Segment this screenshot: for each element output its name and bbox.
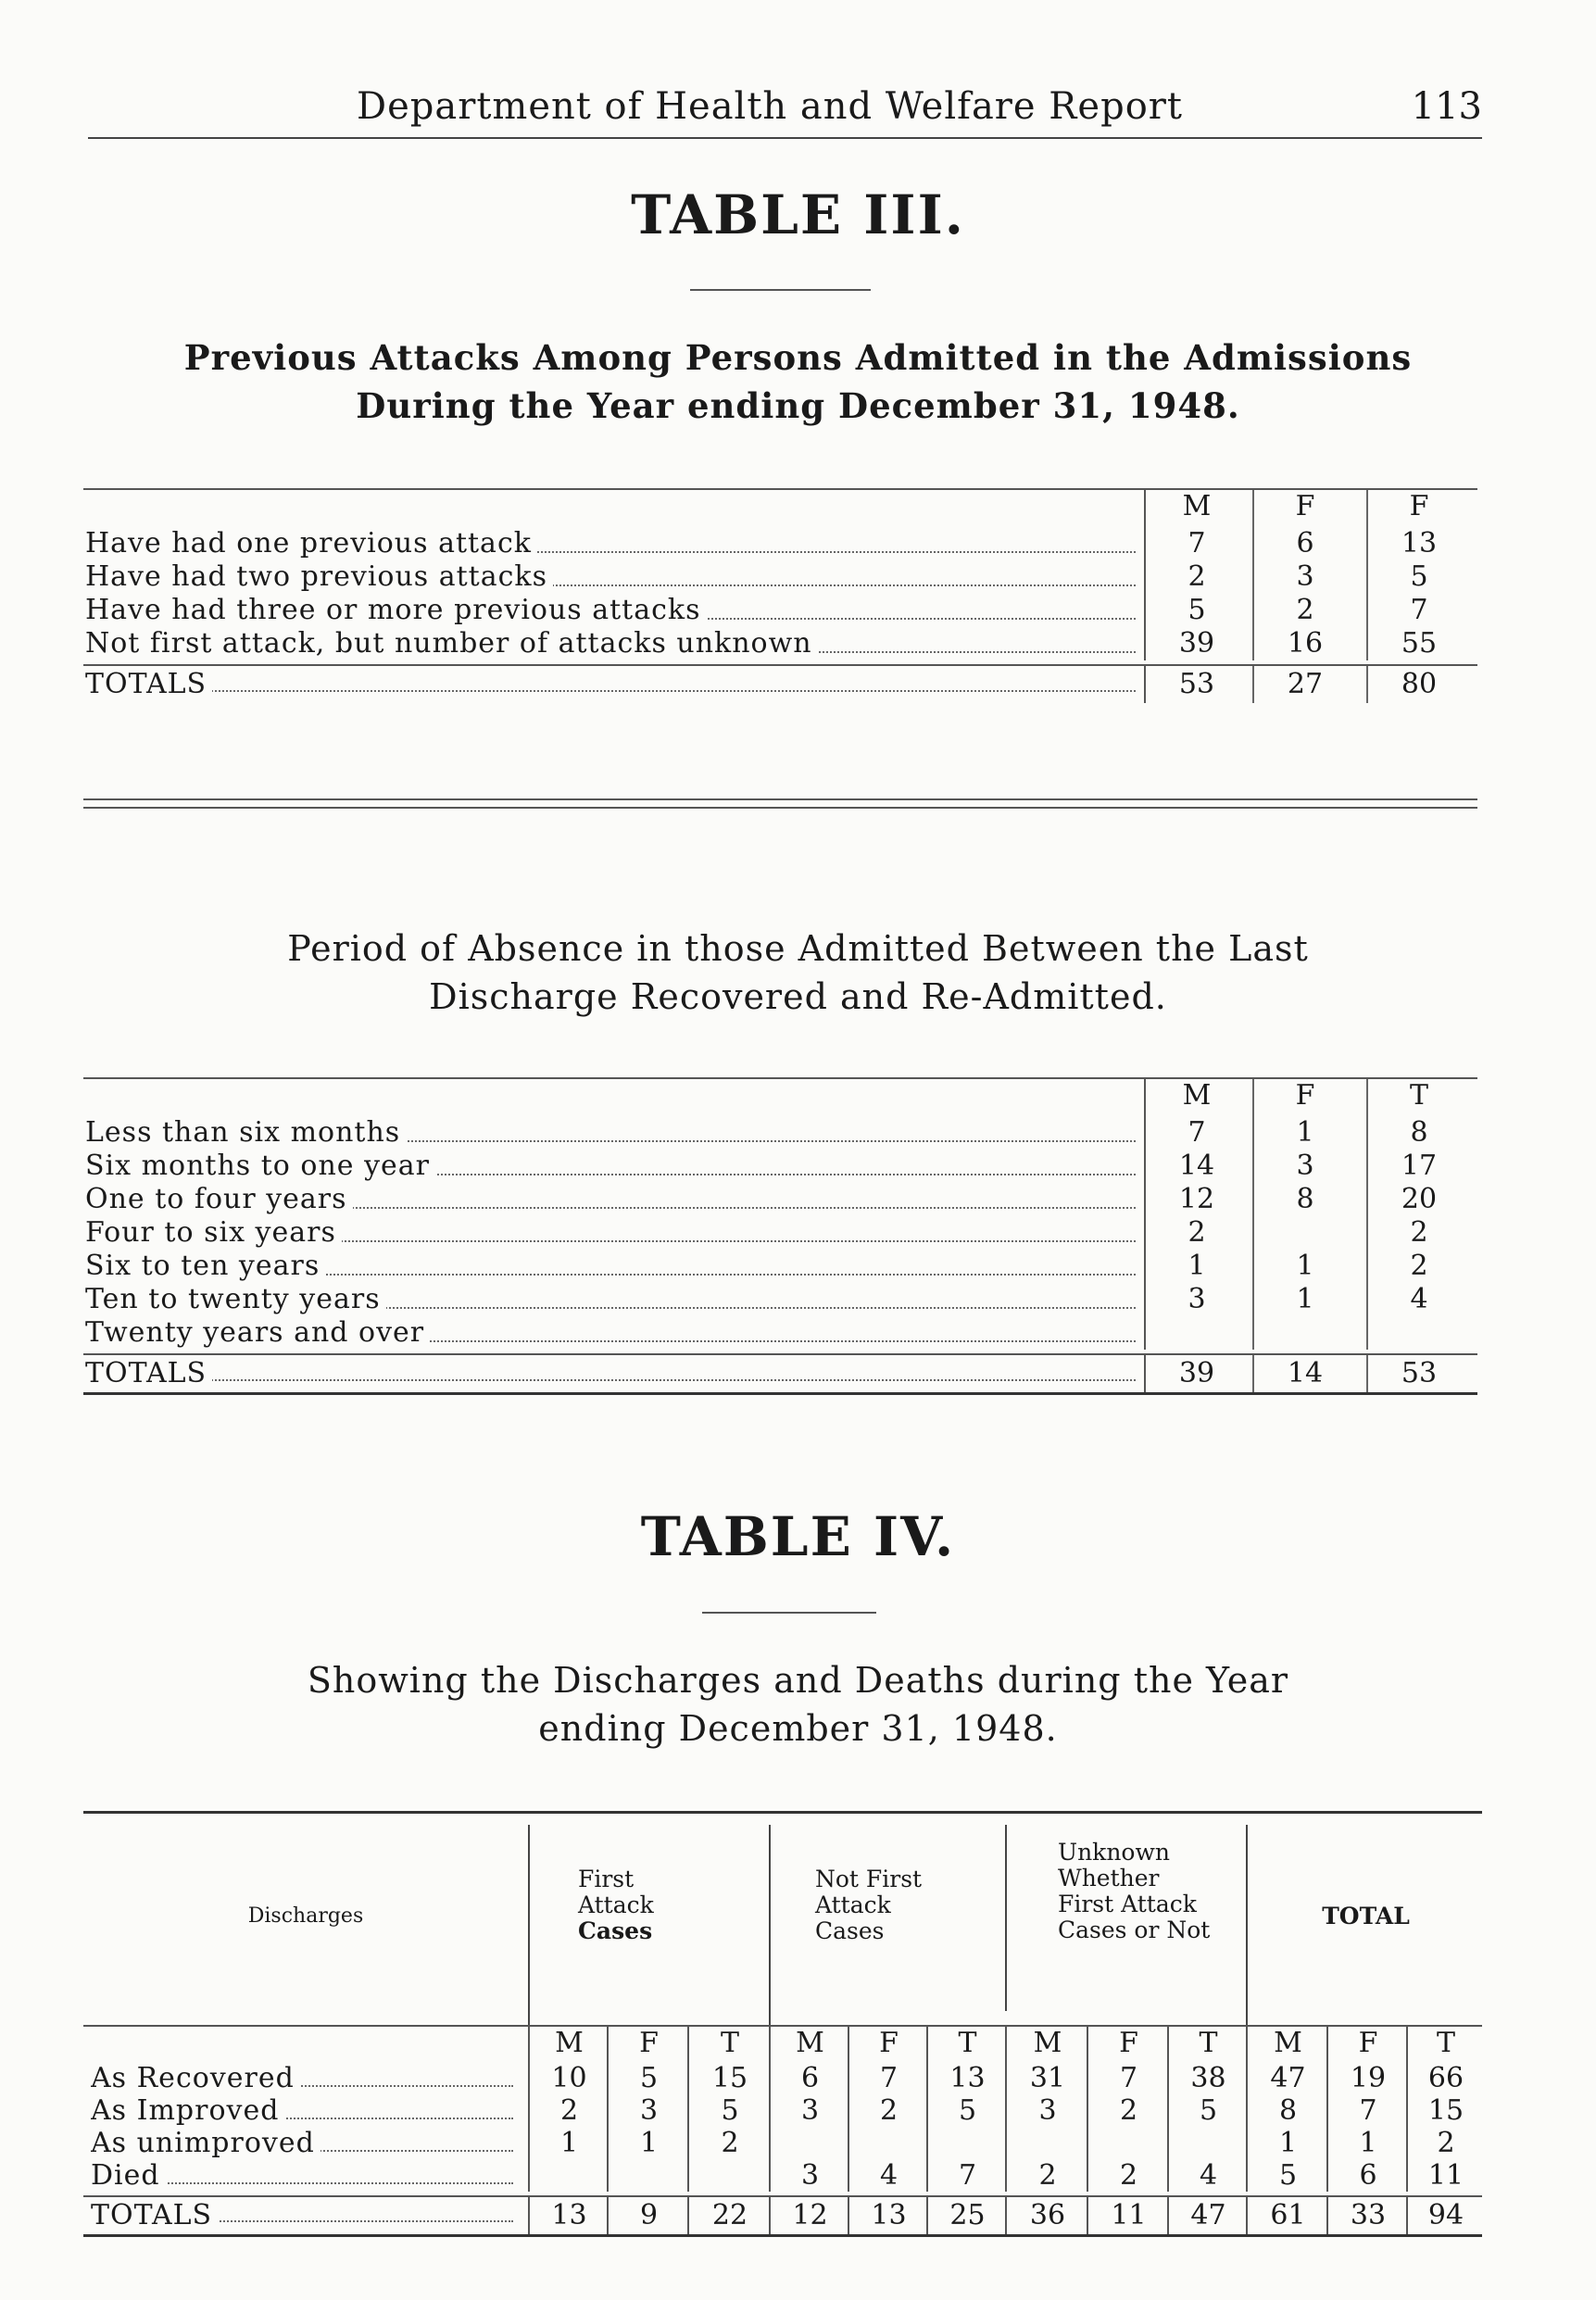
table-row [83, 2062, 1482, 2094]
group-not-first-attack: Not First Attack Cases [769, 1825, 1045, 2038]
table-cell: 3 [607, 2094, 689, 2127]
group-total: TOTAL [1246, 1825, 1484, 2075]
cell-m: 7 [1144, 1116, 1248, 1150]
cell-f: 3 [1252, 560, 1356, 594]
cell-f: 3 [1252, 1150, 1356, 1183]
cell-m: 14 [1144, 1150, 1248, 1183]
total-cell: 47 [1167, 2197, 1248, 2234]
row-label: As unimproved [91, 2127, 517, 2159]
table-row [83, 1283, 1477, 1316]
totals-row [83, 1353, 1477, 1395]
table-cell [687, 2159, 771, 2192]
cell-t: 55 [1366, 627, 1470, 660]
cell-t: 17 [1366, 1150, 1470, 1183]
absence-period-table [83, 1077, 1477, 1395]
table-cell: 5 [607, 2062, 689, 2094]
table-cell: 5 [1246, 2159, 1328, 2192]
table-row [83, 2094, 1482, 2127]
running-header [88, 85, 1482, 139]
table-row [83, 1150, 1477, 1183]
table-cell [528, 2159, 609, 2192]
cell-t: 2 [1366, 1216, 1470, 1250]
table-cell: 66 [1406, 2062, 1484, 2094]
table-cell: 2 [1005, 2159, 1088, 2192]
table-row [83, 527, 1477, 560]
row-label: Less than six months [85, 1116, 1141, 1150]
discharges-deaths-table [83, 1811, 1482, 2231]
row-label: Six to ten years [85, 1250, 1141, 1283]
table-row [83, 1116, 1477, 1150]
table-cell: 1 [607, 2127, 689, 2159]
table-cell: 11 [1406, 2159, 1484, 2192]
col-header: F [1087, 2027, 1169, 2062]
table-cell: 3 [1005, 2094, 1088, 2127]
row-label: Have had one previous attack [85, 527, 1141, 560]
table-cell: 7 [1087, 2062, 1169, 2094]
subheader-row [83, 2027, 1482, 2062]
total-cell: 36 [1005, 2197, 1088, 2234]
table-row [83, 2159, 1482, 2192]
cell-t: 8 [1366, 1116, 1470, 1150]
page-number: 113 [1411, 85, 1482, 128]
cell-t [1366, 1316, 1470, 1350]
total-cell: 13 [528, 2197, 609, 2234]
table-header-row [83, 490, 1477, 527]
col-header: T [1406, 2027, 1484, 2062]
table-row [83, 1250, 1477, 1283]
cell-t: 4 [1366, 1283, 1470, 1316]
col-header: F [848, 2027, 928, 2062]
table-cell [926, 2127, 1007, 2159]
row-label: Six months to one year [85, 1150, 1141, 1183]
table-cell: 5 [1167, 2094, 1248, 2127]
row-label: Died [91, 2159, 517, 2192]
table-cell: 2 [848, 2094, 928, 2127]
cell-m: 7 [1144, 527, 1248, 560]
group-first-attack: First Attack Cases [528, 1825, 817, 2038]
row-label: TOTALS [85, 666, 1141, 703]
row-label: Twenty years and over [85, 1316, 1141, 1350]
table-cell: 3 [769, 2094, 849, 2127]
table-cell: 1 [1246, 2127, 1328, 2159]
cell-t: 7 [1366, 594, 1470, 627]
total-t: 80 [1366, 666, 1470, 703]
row-label: One to four years [85, 1183, 1141, 1216]
col-header: F [1252, 490, 1356, 527]
caption-line: ending December 31, 1948. [538, 1708, 1058, 1749]
table-cell: 5 [926, 2094, 1007, 2127]
table-cell [607, 2159, 689, 2192]
total-m: 53 [1144, 666, 1248, 703]
cell-t: 5 [1366, 560, 1470, 594]
col-header: M [769, 2027, 849, 2062]
total-cell: 13 [848, 2197, 928, 2234]
table-cell: 38 [1167, 2062, 1248, 2094]
col-header: T [926, 2027, 1007, 2062]
total-cell: 9 [607, 2197, 689, 2234]
cell-m: 39 [1144, 627, 1248, 660]
table-cell [1167, 2127, 1248, 2159]
cell-f [1252, 1316, 1356, 1350]
table-cell: 1 [1326, 2127, 1408, 2159]
table-cell: 47 [1246, 2062, 1328, 2094]
table-cell: 3 [769, 2159, 849, 2192]
cell-m: 1 [1144, 1250, 1248, 1283]
cell-t: 2 [1366, 1250, 1470, 1283]
col-header: M [528, 2027, 609, 2062]
row-label: Have had three or more previous attacks [85, 594, 1141, 627]
cell-m: 2 [1144, 560, 1248, 594]
divider [690, 289, 871, 291]
table-cell: 5 [687, 2094, 771, 2127]
cell-t: 13 [1366, 527, 1470, 560]
table-cell: 13 [926, 2062, 1007, 2094]
total-cell: 22 [687, 2197, 771, 2234]
table-row [83, 594, 1477, 627]
caption-line: During the Year ending December 31, 1948. [356, 385, 1240, 426]
group-discharges: Discharges [247, 1904, 364, 1928]
table-row [83, 560, 1477, 594]
total-cell: 25 [926, 2197, 1007, 2234]
caption-line: Discharge Recovered and Re-Admitted. [429, 976, 1167, 1017]
cell-m: 2 [1144, 1216, 1248, 1250]
col-header: F [1326, 2027, 1408, 2062]
cell-f: 2 [1252, 594, 1356, 627]
col-header: M [1246, 2027, 1328, 2062]
table-row [83, 2127, 1482, 2159]
table-cell: 31 [1005, 2062, 1088, 2094]
group-unknown: Unknown Whether First Attack Cases or Not [1005, 1825, 1294, 2011]
running-title: Department of Health and Welfare Report [357, 85, 1183, 128]
col-header: M [1005, 2027, 1088, 2062]
cell-f [1252, 1216, 1356, 1250]
previous-attacks-table [83, 488, 1477, 703]
row-label: As Improved [91, 2094, 517, 2127]
table-cell [848, 2127, 928, 2159]
total-m: 39 [1144, 1355, 1248, 1392]
section-divider [83, 798, 1477, 809]
table-cell: 7 [1326, 2094, 1408, 2127]
cell-f: 8 [1252, 1183, 1356, 1216]
row-label: Have had two previous attacks [85, 560, 1141, 594]
table-cell: 15 [687, 2062, 771, 2094]
row-label: Not first attack, but number of attacks unknown [85, 627, 1141, 660]
table-cell: 2 [687, 2127, 771, 2159]
row-label: Four to six years [85, 1216, 1141, 1250]
table-cell [1005, 2127, 1088, 2159]
row-label: TOTALS [85, 1355, 1141, 1392]
totals-row [83, 664, 1477, 703]
cell-m: 5 [1144, 594, 1248, 627]
table-cell [1087, 2127, 1169, 2159]
table-cell: 7 [926, 2159, 1007, 2192]
cell-f: 1 [1252, 1250, 1356, 1283]
table-cell: 6 [769, 2062, 849, 2094]
col-header: M [1144, 1079, 1248, 1116]
total-cell: 11 [1087, 2197, 1169, 2234]
cell-t: 20 [1366, 1183, 1470, 1216]
table-cell: 1 [528, 2127, 609, 2159]
table-cell: 10 [528, 2062, 609, 2094]
total-cell: 61 [1246, 2197, 1328, 2234]
table-row [83, 627, 1477, 660]
caption-line: Period of Absence in those Admitted Between the Last [287, 928, 1309, 969]
total-cell: 94 [1406, 2197, 1484, 2234]
cell-f: 1 [1252, 1116, 1356, 1150]
col-header: F [1366, 490, 1470, 527]
totals-row [83, 2195, 1482, 2237]
table-cell: 4 [1167, 2159, 1248, 2192]
cell-f: 6 [1252, 527, 1356, 560]
row-label: TOTALS [91, 2197, 517, 2234]
absence-caption [0, 924, 1596, 1021]
col-header: T [687, 2027, 771, 2062]
cell-f: 16 [1252, 627, 1356, 660]
total-f: 27 [1252, 666, 1356, 703]
table-iii-heading: TABLE III. [631, 183, 965, 246]
table-cell: 19 [1326, 2062, 1408, 2094]
col-header: T [1366, 1079, 1470, 1116]
table-cell [769, 2127, 849, 2159]
cell-m: 3 [1144, 1283, 1248, 1316]
table-iv-caption [0, 1656, 1596, 1753]
table-row [83, 1216, 1477, 1250]
table-row [83, 1316, 1477, 1350]
table-iv-body [83, 2025, 1482, 2237]
table-cell: 6 [1326, 2159, 1408, 2192]
table-cell: 4 [848, 2159, 928, 2192]
table-cell: 2 [1406, 2127, 1484, 2159]
table-cell: 15 [1406, 2094, 1484, 2127]
total-t: 53 [1366, 1355, 1470, 1392]
cell-f: 1 [1252, 1283, 1356, 1316]
table-cell: 2 [1087, 2159, 1169, 2192]
caption-line: Showing the Discharges and Deaths during the Year [307, 1660, 1289, 1701]
table-cell: 2 [1087, 2094, 1169, 2127]
table-cell: 8 [1246, 2094, 1328, 2127]
total-cell: 33 [1326, 2197, 1408, 2234]
row-label: As Recovered [91, 2062, 517, 2094]
col-header: M [1144, 490, 1248, 527]
table-iii-caption [0, 333, 1596, 430]
row-label: Ten to twenty years [85, 1283, 1141, 1316]
cell-m [1144, 1316, 1248, 1350]
table-iv-heading: TABLE IV. [640, 1505, 956, 1568]
divider [702, 1612, 876, 1614]
table-header-row [83, 1079, 1477, 1116]
total-cell: 12 [769, 2197, 849, 2234]
col-header: F [607, 2027, 689, 2062]
col-header: T [1167, 2027, 1248, 2062]
cell-m: 12 [1144, 1183, 1248, 1216]
table-cell: 7 [848, 2062, 928, 2094]
col-header: F [1252, 1079, 1356, 1116]
total-f: 14 [1252, 1355, 1356, 1392]
table-row [83, 1183, 1477, 1216]
caption-line: Previous Attacks Among Persons Admitted in the Admissions [183, 337, 1413, 378]
table-cell: 2 [528, 2094, 609, 2127]
